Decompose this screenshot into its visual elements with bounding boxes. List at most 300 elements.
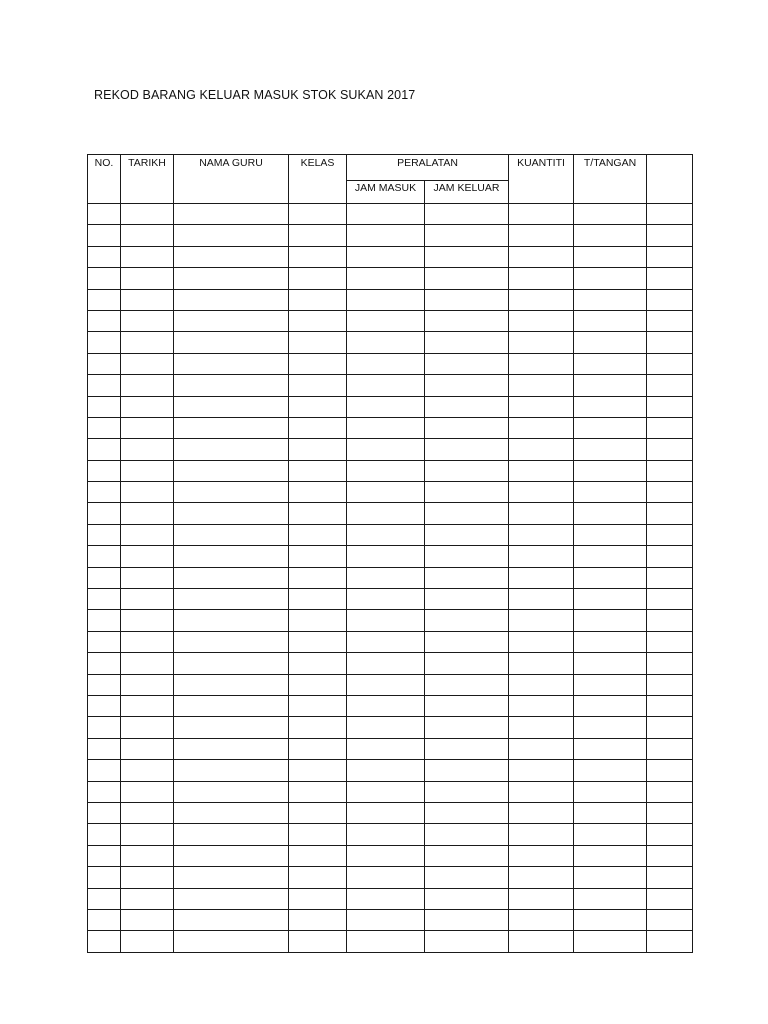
- table-cell: [425, 246, 509, 267]
- table-cell: [88, 653, 121, 674]
- table-row: [88, 353, 693, 374]
- header-extra: [647, 155, 693, 204]
- table-row: [88, 760, 693, 781]
- table-cell: [425, 845, 509, 866]
- table-cell: [289, 246, 347, 267]
- table-cell: [174, 546, 289, 567]
- table-cell: [289, 802, 347, 823]
- table-cell: [121, 310, 174, 331]
- table-cell: [574, 717, 647, 738]
- table-cell: [88, 589, 121, 610]
- table-cell: [88, 824, 121, 845]
- table-cell: [174, 439, 289, 460]
- table-cell: [509, 289, 574, 310]
- table-cell: [647, 867, 693, 888]
- table-cell: [347, 653, 425, 674]
- table-cell: [88, 845, 121, 866]
- table-cell: [647, 610, 693, 631]
- table-cell: [509, 482, 574, 503]
- table-cell: [509, 439, 574, 460]
- table-cell: [121, 781, 174, 802]
- header-kuantiti: KUANTITI: [509, 155, 574, 204]
- table-cell: [509, 268, 574, 289]
- table-cell: [574, 439, 647, 460]
- table-cell: [574, 460, 647, 481]
- table-cell: [347, 439, 425, 460]
- table-cell: [425, 268, 509, 289]
- table-cell: [289, 738, 347, 759]
- table-cell: [574, 353, 647, 374]
- table-row: [88, 225, 693, 246]
- table-cell: [574, 289, 647, 310]
- table-row: [88, 439, 693, 460]
- table-cell: [647, 674, 693, 695]
- table-cell: [647, 439, 693, 460]
- table-cell: [647, 417, 693, 438]
- table-cell: [574, 503, 647, 524]
- table-cell: [509, 781, 574, 802]
- table-cell: [289, 417, 347, 438]
- table-cell: [425, 931, 509, 952]
- table-cell: [289, 375, 347, 396]
- table-cell: [425, 760, 509, 781]
- table-cell: [121, 610, 174, 631]
- table-cell: [347, 225, 425, 246]
- table-cell: [347, 482, 425, 503]
- table-cell: [425, 482, 509, 503]
- table-cell: [174, 417, 289, 438]
- table-cell: [347, 589, 425, 610]
- table-cell: [574, 867, 647, 888]
- table-cell: [174, 845, 289, 866]
- table-cell: [289, 631, 347, 652]
- table-cell: [174, 802, 289, 823]
- table-cell: [174, 824, 289, 845]
- table-cell: [88, 417, 121, 438]
- table-cell: [647, 931, 693, 952]
- table-cell: [574, 781, 647, 802]
- table-cell: [121, 417, 174, 438]
- table-cell: [88, 375, 121, 396]
- table-cell: [574, 375, 647, 396]
- table-cell: [509, 717, 574, 738]
- table-cell: [121, 524, 174, 545]
- table-cell: [174, 888, 289, 909]
- table-cell: [289, 717, 347, 738]
- table-cell: [647, 268, 693, 289]
- table-cell: [574, 824, 647, 845]
- table-cell: [647, 781, 693, 802]
- table-row: [88, 332, 693, 353]
- table-row: [88, 631, 693, 652]
- table-cell: [347, 888, 425, 909]
- table-cell: [647, 567, 693, 588]
- table-cell: [509, 695, 574, 716]
- table-cell: [347, 610, 425, 631]
- table-cell: [347, 717, 425, 738]
- table-cell: [174, 289, 289, 310]
- table-cell: [289, 867, 347, 888]
- header-t-tangan: T/TANGAN: [574, 155, 647, 204]
- header-no: NO.: [88, 155, 121, 204]
- table-cell: [174, 717, 289, 738]
- table-cell: [88, 246, 121, 267]
- table-cell: [647, 332, 693, 353]
- table-cell: [289, 289, 347, 310]
- table-cell: [647, 524, 693, 545]
- table-row: [88, 460, 693, 481]
- table-cell: [121, 289, 174, 310]
- header-tarikh: TARIKH: [121, 155, 174, 204]
- table-row: [88, 396, 693, 417]
- table-row: [88, 909, 693, 930]
- table-cell: [289, 332, 347, 353]
- table-cell: [88, 268, 121, 289]
- table-cell: [174, 332, 289, 353]
- table-cell: [574, 802, 647, 823]
- table-cell: [121, 439, 174, 460]
- table-cell: [88, 310, 121, 331]
- table-cell: [289, 567, 347, 588]
- table-cell: [425, 909, 509, 930]
- table-cell: [425, 460, 509, 481]
- table-cell: [647, 631, 693, 652]
- table-cell: [289, 524, 347, 545]
- table-row: [88, 246, 693, 267]
- table-cell: [425, 546, 509, 567]
- table-cell: [174, 524, 289, 545]
- table-cell: [121, 225, 174, 246]
- table-cell: [347, 760, 425, 781]
- table-cell: [289, 781, 347, 802]
- table-cell: [509, 610, 574, 631]
- table-cell: [289, 439, 347, 460]
- table-cell: [88, 524, 121, 545]
- table-cell: [347, 246, 425, 267]
- table-cell: [121, 503, 174, 524]
- table-cell: [574, 760, 647, 781]
- table-cell: [121, 268, 174, 289]
- table-cell: [174, 867, 289, 888]
- table-cell: [347, 845, 425, 866]
- table-cell: [347, 396, 425, 417]
- table-cell: [88, 781, 121, 802]
- table-cell: [574, 396, 647, 417]
- table-row: [88, 888, 693, 909]
- table-cell: [88, 353, 121, 374]
- table-cell: [88, 695, 121, 716]
- table-cell: [509, 546, 574, 567]
- table-cell: [647, 653, 693, 674]
- table-cell: [509, 909, 574, 930]
- table-cell: [289, 824, 347, 845]
- table-row: [88, 482, 693, 503]
- table-cell: [425, 567, 509, 588]
- table-cell: [88, 460, 121, 481]
- table-cell: [121, 546, 174, 567]
- table-cell: [425, 375, 509, 396]
- table-cell: [425, 417, 509, 438]
- header-peralatan: PERALATAN: [347, 155, 509, 181]
- table-cell: [121, 738, 174, 759]
- header-nama-guru: NAMA GURU: [174, 155, 289, 204]
- table-cell: [174, 631, 289, 652]
- table-cell: [425, 225, 509, 246]
- table-cell: [121, 353, 174, 374]
- table-cell: [121, 246, 174, 267]
- table-cell: [509, 845, 574, 866]
- stock-log-table: [87, 154, 693, 953]
- table-cell: [425, 289, 509, 310]
- table-cell: [347, 738, 425, 759]
- table-cell: [289, 204, 347, 225]
- table-row: [88, 268, 693, 289]
- table-cell: [574, 589, 647, 610]
- table-cell: [88, 610, 121, 631]
- table-cell: [174, 589, 289, 610]
- table-cell: [289, 931, 347, 952]
- table-cell: [289, 610, 347, 631]
- table-cell: [88, 439, 121, 460]
- table-cell: [574, 225, 647, 246]
- table-cell: [289, 460, 347, 481]
- table-cell: [174, 674, 289, 695]
- table-cell: [509, 332, 574, 353]
- table-cell: [509, 888, 574, 909]
- table-cell: [289, 482, 347, 503]
- table-cell: [347, 310, 425, 331]
- table-cell: [174, 268, 289, 289]
- table-cell: [174, 567, 289, 588]
- table-cell: [347, 417, 425, 438]
- table-cell: [347, 567, 425, 588]
- table-cell: [647, 546, 693, 567]
- table-cell: [574, 845, 647, 866]
- table-cell: [347, 867, 425, 888]
- table-cell: [88, 225, 121, 246]
- table-cell: [88, 546, 121, 567]
- table-cell: [347, 268, 425, 289]
- table-cell: [647, 845, 693, 866]
- table-cell: [121, 589, 174, 610]
- table-cell: [289, 674, 347, 695]
- table-cell: [174, 246, 289, 267]
- table-cell: [574, 546, 647, 567]
- table-cell: [88, 931, 121, 952]
- table-cell: [121, 888, 174, 909]
- table-cell: [647, 589, 693, 610]
- table-cell: [347, 824, 425, 845]
- table-cell: [121, 482, 174, 503]
- table-cell: [425, 524, 509, 545]
- table-row: [88, 204, 693, 225]
- header-jam-keluar: JAM KELUAR: [425, 181, 509, 204]
- table-cell: [88, 204, 121, 225]
- table-cell: [174, 225, 289, 246]
- table-row: [88, 610, 693, 631]
- table-row: [88, 524, 693, 545]
- table-row: [88, 824, 693, 845]
- table-cell: [425, 674, 509, 695]
- table-cell: [509, 503, 574, 524]
- table-cell: [347, 674, 425, 695]
- table-cell: [347, 204, 425, 225]
- table-row: [88, 695, 693, 716]
- table-cell: [347, 802, 425, 823]
- table-cell: [425, 717, 509, 738]
- table-cell: [347, 546, 425, 567]
- document-title: REKOD BARANG KELUAR MASUK STOK SUKAN 2017: [94, 88, 416, 102]
- table-cell: [347, 909, 425, 930]
- table-cell: [574, 610, 647, 631]
- table-cell: [509, 653, 574, 674]
- table-cell: [121, 824, 174, 845]
- table-cell: [574, 246, 647, 267]
- table-cell: [289, 653, 347, 674]
- table-cell: [574, 695, 647, 716]
- table-cell: [174, 738, 289, 759]
- table-row: [88, 674, 693, 695]
- table-cell: [121, 867, 174, 888]
- table-cell: [574, 310, 647, 331]
- table-cell: [425, 204, 509, 225]
- table-cell: [509, 246, 574, 267]
- table-cell: [647, 503, 693, 524]
- table-row: [88, 289, 693, 310]
- table-cell: [425, 503, 509, 524]
- table-cell: [174, 503, 289, 524]
- table-row: [88, 375, 693, 396]
- table-cell: [425, 589, 509, 610]
- table-cell: [574, 888, 647, 909]
- table-cell: [174, 909, 289, 930]
- table-cell: [289, 503, 347, 524]
- table-cell: [647, 909, 693, 930]
- table-cell: [425, 310, 509, 331]
- table-cell: [174, 653, 289, 674]
- table-cell: [425, 867, 509, 888]
- table-cell: [574, 909, 647, 930]
- table-cell: [509, 931, 574, 952]
- table-cell: [88, 567, 121, 588]
- table-cell: [174, 931, 289, 952]
- table-cell: [509, 310, 574, 331]
- table-cell: [88, 396, 121, 417]
- table-cell: [88, 332, 121, 353]
- table-cell: [289, 396, 347, 417]
- table-cell: [289, 546, 347, 567]
- table-cell: [289, 695, 347, 716]
- table-cell: [425, 631, 509, 652]
- table-cell: [509, 396, 574, 417]
- table-cell: [647, 888, 693, 909]
- table-cell: [289, 268, 347, 289]
- table-cell: [88, 867, 121, 888]
- table-cell: [425, 396, 509, 417]
- table-cell: [574, 567, 647, 588]
- table-cell: [509, 460, 574, 481]
- table-cell: [647, 353, 693, 374]
- header-jam-masuk: JAM MASUK: [347, 181, 425, 204]
- table-cell: [347, 931, 425, 952]
- table-cell: [509, 375, 574, 396]
- table-cell: [174, 482, 289, 503]
- table-cell: [509, 674, 574, 695]
- table-cell: [121, 760, 174, 781]
- table-cell: [425, 781, 509, 802]
- table-cell: [121, 674, 174, 695]
- table-cell: [121, 460, 174, 481]
- table-cell: [509, 204, 574, 225]
- table-row: [88, 931, 693, 952]
- table-cell: [347, 332, 425, 353]
- table-cell: [121, 695, 174, 716]
- table-cell: [425, 824, 509, 845]
- table-cell: [347, 289, 425, 310]
- table-cell: [574, 653, 647, 674]
- table-cell: [121, 567, 174, 588]
- table-cell: [574, 674, 647, 695]
- table-cell: [88, 631, 121, 652]
- table-cell: [425, 653, 509, 674]
- table-row: [88, 802, 693, 823]
- header-kelas: KELAS: [289, 155, 347, 204]
- table-cell: [647, 802, 693, 823]
- table-cell: [509, 567, 574, 588]
- table-cell: [425, 332, 509, 353]
- table-cell: [647, 375, 693, 396]
- table-cell: [647, 289, 693, 310]
- table-cell: [347, 524, 425, 545]
- table-cell: [509, 738, 574, 759]
- table-cell: [174, 310, 289, 331]
- table-cell: [174, 204, 289, 225]
- table-cell: [574, 631, 647, 652]
- table-cell: [425, 888, 509, 909]
- table-cell: [647, 717, 693, 738]
- table-cell: [121, 845, 174, 866]
- table-cell: [647, 482, 693, 503]
- table-cell: [509, 589, 574, 610]
- table-cell: [88, 674, 121, 695]
- table-cell: [121, 396, 174, 417]
- table-cell: [425, 353, 509, 374]
- table-cell: [88, 802, 121, 823]
- table-row: [88, 653, 693, 674]
- table-cell: [174, 610, 289, 631]
- table-cell: [425, 439, 509, 460]
- table-cell: [425, 738, 509, 759]
- table-row: [88, 589, 693, 610]
- table-cell: [574, 482, 647, 503]
- table-row: [88, 781, 693, 802]
- table-cell: [647, 225, 693, 246]
- table-cell: [289, 909, 347, 930]
- table-body: [88, 204, 693, 953]
- table-cell: [289, 310, 347, 331]
- table-cell: [647, 824, 693, 845]
- table-cell: [174, 396, 289, 417]
- table-cell: [88, 482, 121, 503]
- table-cell: [347, 375, 425, 396]
- table-cell: [574, 417, 647, 438]
- table-cell: [425, 802, 509, 823]
- table-cell: [509, 824, 574, 845]
- table-cell: [509, 524, 574, 545]
- table-cell: [121, 332, 174, 353]
- table-cell: [174, 460, 289, 481]
- table-row: [88, 546, 693, 567]
